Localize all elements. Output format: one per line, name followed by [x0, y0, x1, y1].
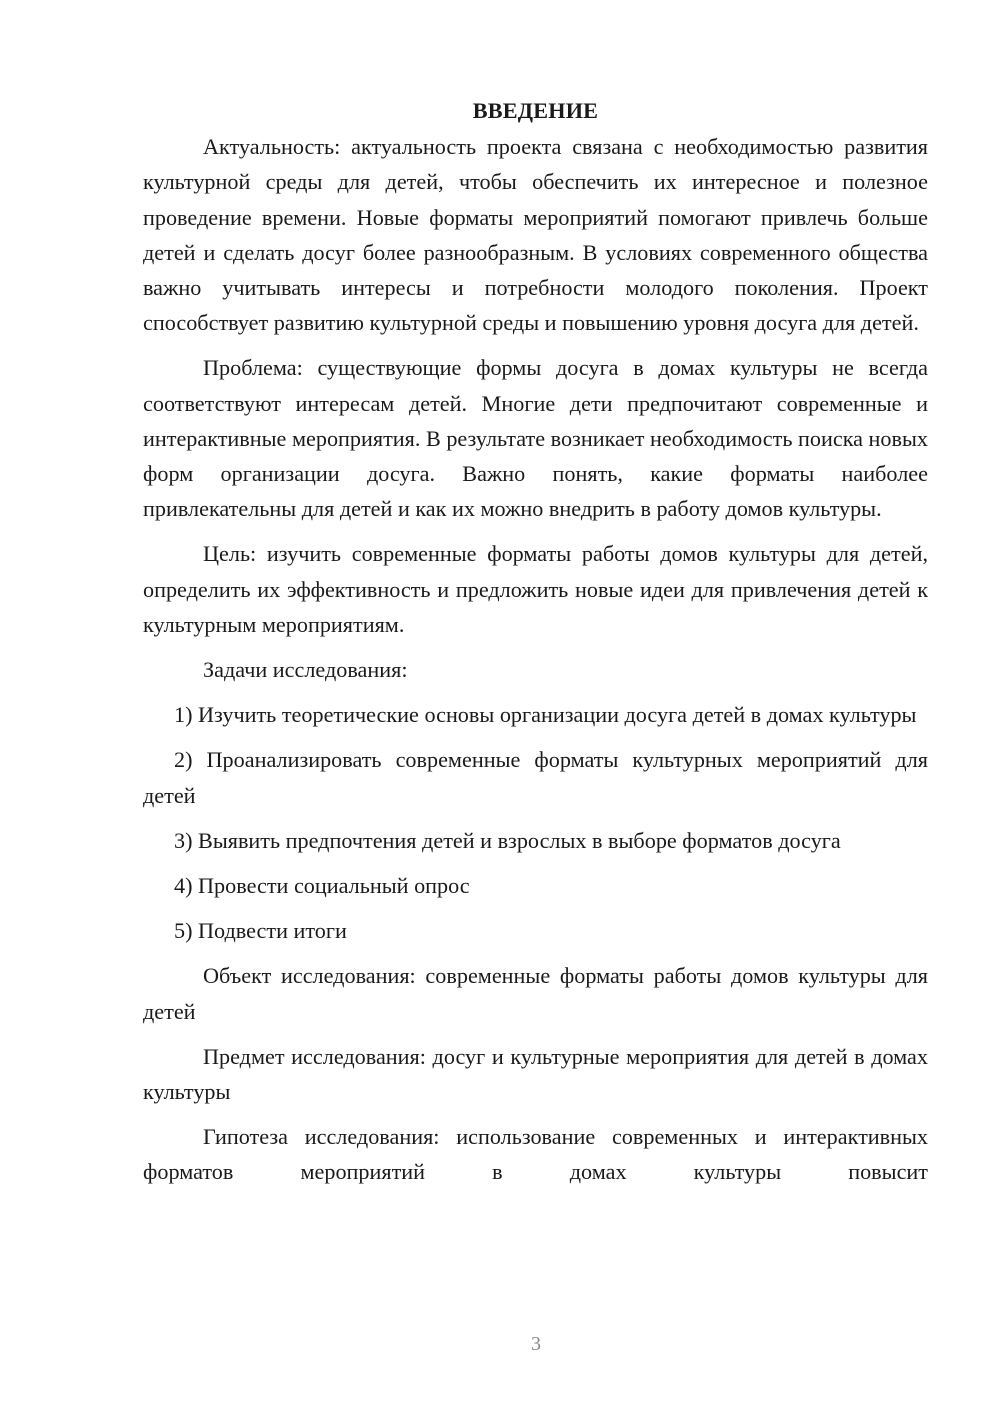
- goal-paragraph: Цель: изучить современные форматы работы домов культуры для детей, определить их эффективность и предложить новые идеи для привлечения детей к культурным мероприятиям.: [143, 541, 928, 637]
- object-paragraph: Объект исследования: современные форматы работы домов культуры для детей: [143, 963, 928, 1024]
- list-item: 2) Проанализировать современные форматы культурных мероприятий для детей: [143, 747, 928, 808]
- list-item: 4) Провести социальный опрос: [174, 873, 470, 899]
- page-number: 3: [531, 1333, 541, 1355]
- hypothesis-paragraph: Гипотеза исследования: использование современных и интерактивных форматов мероприятий в домах культуры повысит: [143, 1124, 928, 1185]
- list-item: 5) Подвести итоги: [174, 918, 347, 944]
- list-item: 3) Выявить предпочтения детей и взрослых в выборе форматов досуга: [174, 827, 841, 853]
- problem-paragraph: Проблема: существующие формы досуга в домах культуры не всегда соответствуют интересам детей. Многие дети предпочитают современные и интерактивные мероприятия. В результате возникает необходимость поиска новых форм организации досуга. Важно понять, какие форматы наиболее привлекательны для детей и как их можно внедрить в работу домов культуры.: [143, 355, 928, 522]
- document-body: [143, 93, 928, 1190]
- relevance-paragraph: Актуальность: актуальность проекта связана с необходимостью развития культурной среды для детей, чтобы обеспечить их интересное и полезное проведение времени. Новые форматы мероприятий помогают привлечь больше детей и сделать досуг более разнообразным. В условиях современного общества важно учитывать интересы и потребности молодого поколения. Проект способствует развитию культурной среды и повышению уровня досуга для детей.: [143, 134, 928, 336]
- subject-paragraph: Предмет исследования: досуг и культурные мероприятия для детей в домах культуры: [143, 1043, 928, 1105]
- tasks-title: Задачи исследования:: [203, 657, 408, 683]
- list-item: 1) Изучить теоретические основы организации досуга детей в домах культуры: [174, 702, 917, 728]
- section-heading: ВВЕДЕНИЕ: [472, 98, 599, 123]
